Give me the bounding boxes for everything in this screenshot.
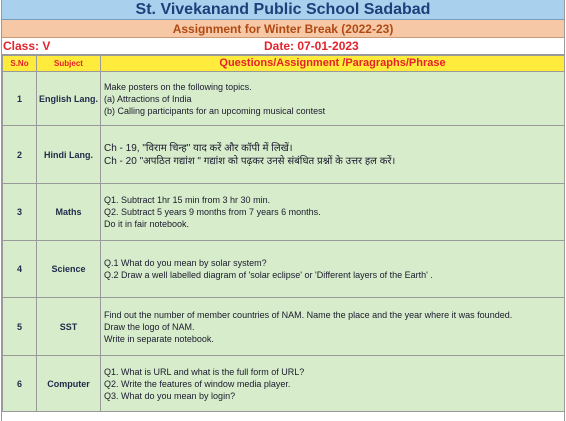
column-header-subject: Subject xyxy=(37,56,101,72)
question-line: Make posters on the following topics. xyxy=(104,81,252,92)
question-line: Q2. Subtract 5 years 9 months from 7 years 6 months. xyxy=(104,207,321,217)
row-subject: SST xyxy=(37,298,101,356)
table-row xyxy=(3,184,565,241)
table-row xyxy=(3,241,565,298)
row-sno: 3 xyxy=(3,184,37,241)
question-line: Find out the number of member countries of NAM. Name the place and the year where it was founded. xyxy=(104,309,513,320)
question-line: Q.2 Draw a well labelled diagram of 'solar eclipse' or 'Different layers of the Earth' . xyxy=(104,270,433,280)
question-line: Q3. What do you mean by login? xyxy=(104,390,236,401)
question-line: Do it in fair notebook. xyxy=(104,219,190,229)
question-line: Ch - 19, "विराम चिन्ह" याद करें और कॉपी में लिखें। xyxy=(104,142,293,154)
table-row xyxy=(3,126,565,184)
question-line: Draw the logo of NAM. xyxy=(104,321,195,332)
row-sno: 1 xyxy=(3,72,37,126)
row-sno: 4 xyxy=(3,241,37,298)
class-label: Class: V xyxy=(3,39,51,53)
question-line: Ch - 20 "अपठित गद्यांश " गद्यांश को पढ़कर उनसे संबंधित प्रश्नों के उत्तर हल करें। xyxy=(104,155,396,167)
question-line: (a) Attractions of India xyxy=(104,93,192,104)
row-questions xyxy=(101,356,565,412)
question-line: Q.1 What do you mean by solar system? xyxy=(104,258,267,268)
row-subject: Maths xyxy=(37,184,101,241)
question-line: Q1. Subtract 1hr 15 min from 3 hr 30 min. xyxy=(104,195,271,205)
row-questions xyxy=(101,72,565,126)
school-name-header: St. Vivekanand Public School Sadabad xyxy=(2,0,564,20)
assignment-sheet xyxy=(1,0,565,421)
question-line: (b) Calling participants for an upcoming musical contest xyxy=(104,105,326,116)
row-subject: English Lang. xyxy=(37,72,101,126)
assignment-table xyxy=(2,55,565,412)
row-subject: Computer xyxy=(37,356,101,412)
date-label: Date: 07-01-2023 xyxy=(264,39,359,53)
row-sno: 5 xyxy=(3,298,37,356)
question-line: Q1. What is URL and what is the full form of URL? xyxy=(104,366,305,377)
row-questions xyxy=(101,241,565,298)
row-questions xyxy=(101,298,565,356)
question-line: Write in separate notebook. xyxy=(104,333,214,344)
table-row xyxy=(3,72,565,126)
table-row xyxy=(3,356,565,412)
row-questions xyxy=(101,184,565,241)
class-date-row xyxy=(2,38,564,55)
question-line: Q2. Write the features of window media player. xyxy=(104,378,291,389)
column-header-sno: S.No xyxy=(3,56,37,72)
row-subject: Science xyxy=(37,241,101,298)
column-header-questions: Questions/Assignment /Paragraphs/Phrase xyxy=(101,56,565,72)
row-subject: Hindi Lang. xyxy=(37,126,101,184)
assignment-title: Assignment for Winter Break (2022-23) xyxy=(2,20,564,38)
row-sno: 6 xyxy=(3,356,37,412)
row-questions xyxy=(101,126,565,184)
table-header-row xyxy=(3,56,565,72)
table-row xyxy=(3,298,565,356)
row-sno: 2 xyxy=(3,126,37,184)
